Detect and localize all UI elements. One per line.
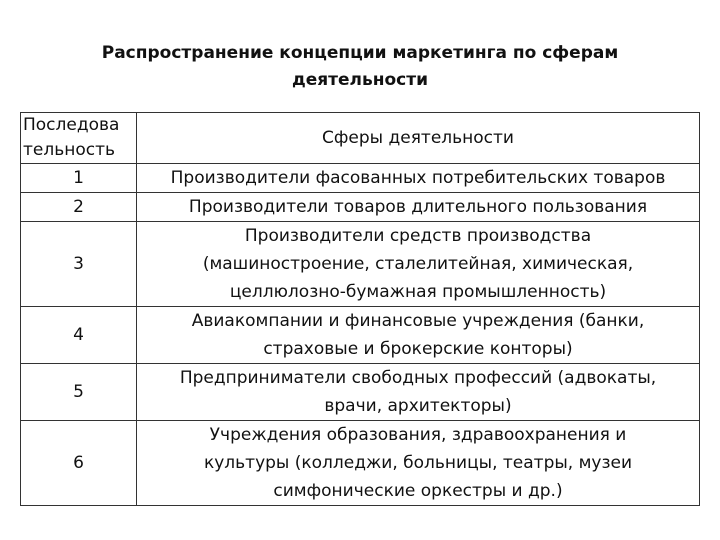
- table-header-row: [21, 113, 700, 164]
- header-sequence-line: Последова: [23, 115, 120, 135]
- table-row: [21, 307, 700, 364]
- sphere-line: Производители фасованных потребительских товаров: [170, 168, 666, 188]
- table-row: [21, 193, 700, 222]
- spheres-table: [20, 112, 700, 506]
- row-number: 3: [21, 222, 137, 307]
- sphere-line: целлюлозно-бумажная промышленность): [229, 282, 607, 302]
- sphere-line: симфонические оркестры и др.): [273, 481, 563, 501]
- table-row: [21, 222, 700, 307]
- table-row: [21, 164, 700, 193]
- sphere-line: (машиностроение, сталелитейная, химическая,: [202, 254, 634, 274]
- header-sequence-line: тельность: [23, 140, 116, 160]
- row-number: 4: [21, 307, 137, 364]
- sphere-line: Авиакомпании и финансовые учреждения (банки,: [191, 311, 645, 331]
- table-row: [21, 364, 700, 421]
- row-sphere: [137, 307, 700, 364]
- header-sequence-cell: [21, 113, 137, 164]
- row-sphere: [137, 421, 700, 506]
- sphere-line: врачи, архитекторы): [324, 396, 512, 416]
- sphere-line: страховые и брокерские конторы): [263, 339, 573, 359]
- row-number: 6: [21, 421, 137, 506]
- sphere-line: Производители средств производства: [244, 226, 592, 246]
- row-number: 1: [21, 164, 137, 193]
- table-row: [21, 421, 700, 506]
- row-sphere: [137, 164, 700, 193]
- slide-title: Распространение концепции маркетинга по сферам деятельности: [101, 43, 619, 90]
- sphere-line: Предприниматели свободных профессий (адвокаты,: [179, 368, 657, 388]
- sphere-line: Учреждения образования, здравоохранения и: [209, 425, 627, 445]
- row-sphere: [137, 193, 700, 222]
- header-spheres-cell: Сферы деятельности: [137, 113, 700, 164]
- row-number: 5: [21, 364, 137, 421]
- sphere-line: Производители товаров длительного пользования: [188, 197, 648, 217]
- row-sphere: [137, 364, 700, 421]
- row-number: 2: [21, 193, 137, 222]
- sphere-line: культуры (колледжи, больницы, театры, музеи: [203, 453, 633, 473]
- row-sphere: [137, 222, 700, 307]
